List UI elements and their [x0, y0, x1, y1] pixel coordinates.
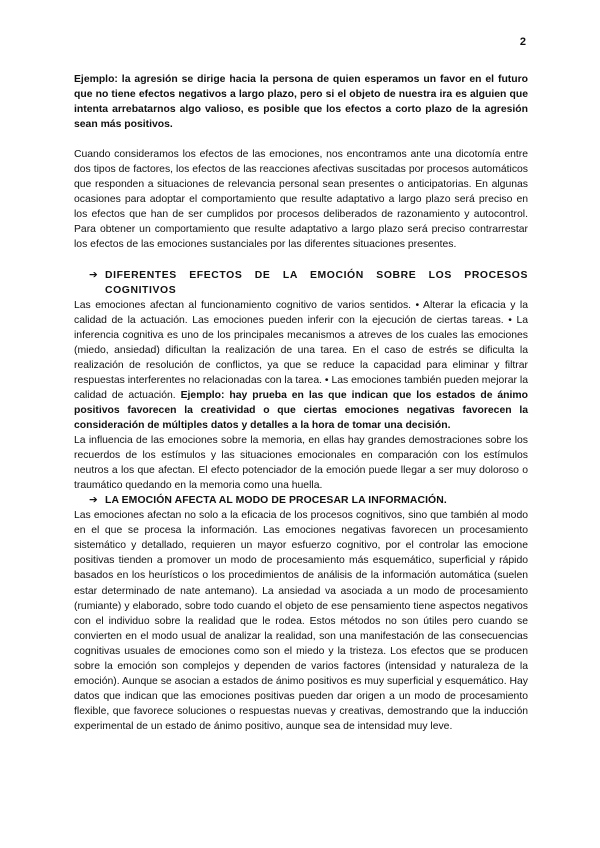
section-title: LA EMOCIÓN AFECTA AL MODO DE PROCESAR LA INFORMACIÓN. [105, 495, 447, 507]
page-number: 2 [519, 36, 526, 48]
page-content [74, 72, 528, 734]
spacer [74, 253, 528, 268]
arrow-right-icon: ➔ [89, 269, 98, 281]
memory-paragraph: La influencia de las emociones sobre la memoria, en ellas hay grandes demostraciones sobre los recuerdos de los estímulos y las situaciones emocionales en comparación con los estímulos neutros a los que afectan. El efecto potenciador de la emoción puede llegar a ser muy doloroso o traumático quedando en la memoria como una huella. [74, 435, 528, 492]
intro-paragraph: Cuando consideramos los efectos de las emociones, nos encontramos ante una dicotomía entre dos tipos de factores, los efectos de las reacciones afectivas suscitadas por procesos automáticos que responden a situaciones de relevancia personal sean presentes o anticipatorias. En algunas ocasiones para adoptar el comportamiento que resulte adaptativo a largo plazo será preciso en los efectos que han de ser cumplidos por procesos deliberados de razonamiento y autocontrol. Para obtener un comportamiento que resulte adaptativo a largo plazo será preciso contrarrestar los efectos de las emociones sustanciales por las diferentes situaciones presentes. [74, 149, 528, 251]
section-heading-diferentes-efectos [74, 268, 528, 298]
section-title: DIFERENTES EFECTOS DE LA EMOCIÓN SOBRE LOS PROCESOS COGNITIVOS [105, 269, 528, 296]
section-1-example: Ejemplo: hay prueba en las que indican que los estados de ánimo positivos favorecen la creatividad o que ciertas emociones negativas favorecen la consideración de múltiples datos y detalles a la hora de tomar una decisión. [74, 389, 529, 431]
arrow-right-icon: ➔ [89, 495, 98, 507]
spacer [74, 132, 528, 147]
section-1-body [74, 298, 528, 433]
section-2-body: Las emociones afectan no solo a la eficacia de los procesos cognitivos, sino que también al modo en el que se procesa la información. Las emociones negativas favorecen un procesamiento sistemático y detallado, requieren un mayor esfuerzo cognitivo, por el controlar las emocione positivas tienden a promover un modo de procesamiento más esquemático, superficial y rápido basados en los heurísticos o los procedimientos de análisis de la información automática (suelen estar determinado de nate antemano). La ansiedad va asociada a un modo de procesamiento (rumiante) y elaborado, sobre todo cuando el objeto de ese pensamiento tiene aspectos negativos con el individuo sobre la realidad que le rodea. Estos métodos no son útiles pero cuando se convierten en el modo usual de analizar la realidad, son una manifestación de las consecuencias cognitivas usuales de emociones como son el miedo y la tristeza. Los efectos que se producen sobre la emoción son complejos y dependen de varios factores (intensidad y naturaleza de la emoción). Aunque se asocian a estados de ánimo positivos es muy superficial y esquemático. Hay datos que indican que las emociones positivas pueden dar origen a un modo de procesamiento flexible, que favorece soluciones o respuestas nuevas y creativas, demostrando que la inducción experimental de un estado de ánimo positivo, aunque sea de intensidad muy leve. [74, 510, 528, 732]
section-1-body-text: Las emociones afectan al funcionamiento cognitivo de varios sentidos. • Alterar la eficacia y la calidad de la actuación. Las emociones pueden inferir con la ejecución de ciertas tareas. • La inferencia cognitiva es uno de los principales mecanismos a atreves de los cuales las emociones (miedo, ansiedad) dificultan la realización de una tarea. En el caso de estrés se dificulta la realización de resolución de conflictos, ya que se reduce la capacidad para eliminar y filtrar respuestas interferentes no relacionadas con la tarea. • Las emociones también pueden mejorar la calidad de actuación. [74, 299, 528, 401]
section-heading-procesar-informacion [74, 493, 528, 508]
example-paragraph: Ejemplo: la agresión se dirige hacia la persona de quien esperamos un favor en el futuro que no tiene efectos negativos a largo plazo, pero si el objeto de nuestra ira es alguien que intenta arrebatarnos algo valioso, es posible que los efectos a corto plazo de la agresión sean más positivos. [74, 74, 528, 131]
